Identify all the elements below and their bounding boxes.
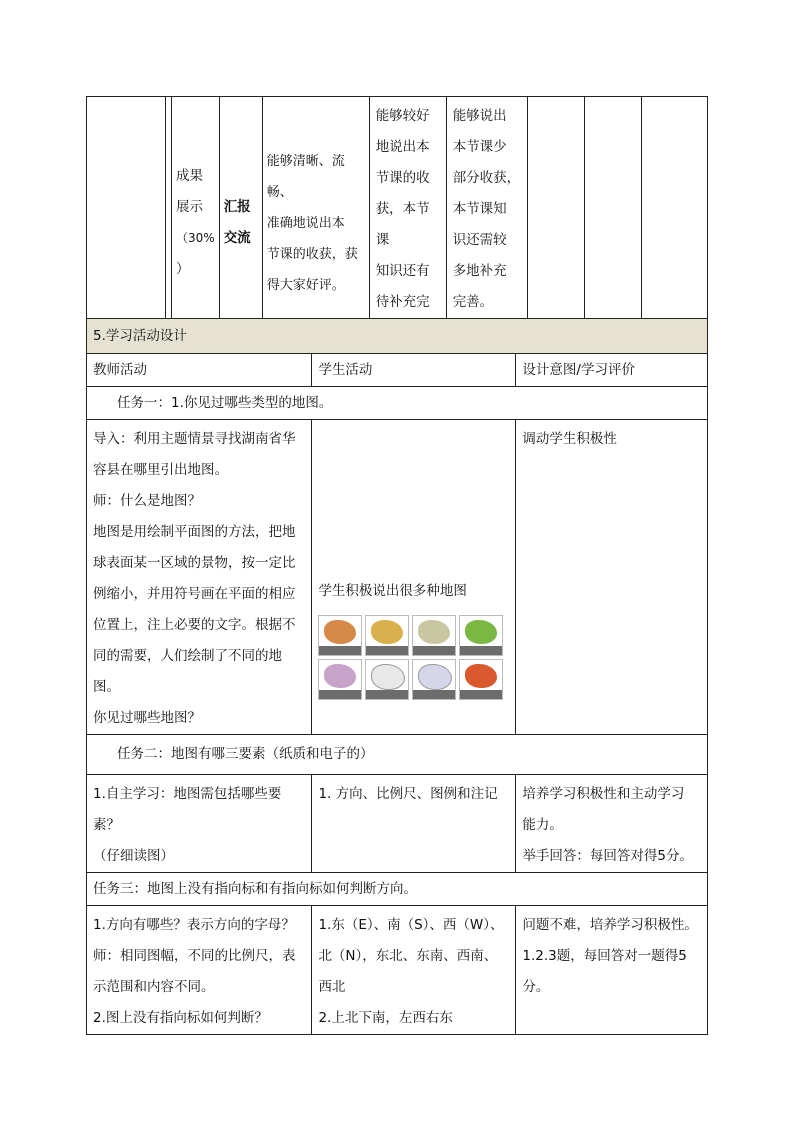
teacher-line: 师：相同图幅，不同的比例尺，表 <box>93 948 296 964</box>
level-b-line: 待补充完 <box>375 294 430 310</box>
student-line: 学生积极说出很多种地图 <box>318 583 467 599</box>
task3-intent-cell <box>516 906 708 1035</box>
intent-line: 问题不难，培养学习积极性。 <box>522 917 698 933</box>
level-c-line: 多地补充 <box>452 263 507 279</box>
task1-intent-cell <box>516 420 708 735</box>
task1-title: 任务一：1.你见过哪些类型的地图。 <box>87 387 708 420</box>
intent-line: 能力。 <box>522 817 563 833</box>
level-a-line: 节课的收获，获 <box>266 246 358 262</box>
level-c-line: 部分收获， <box>452 170 521 186</box>
rubric-subitem-line: 交流 <box>223 230 251 246</box>
climate-map-icon <box>365 615 409 656</box>
header-teacher-activity: 教师活动 <box>87 354 312 387</box>
rubric-item-line: 成果 <box>176 168 203 184</box>
level-b-line: 地说出本 <box>375 139 430 155</box>
teacher-line: 位置上，注上必要的文字。根据不 <box>93 617 296 633</box>
teacher-line: 1.方向有哪些？表示方向的字母？ <box>93 917 295 933</box>
task2-intent-cell <box>516 775 708 873</box>
level-a-line: 得大家好评。 <box>266 277 345 293</box>
student-line: 1.东（E）、南（S）、西（W）、 <box>318 917 504 933</box>
rubric-empty-cell <box>527 97 584 350</box>
rubric-item-line: ） <box>176 261 190 277</box>
task3-title: 任务三：地图上没有指向标和有指向标如何判断方向。 <box>87 873 708 906</box>
rubric-empty-cell <box>641 97 707 350</box>
level-c-line: 能够说出 <box>452 108 507 124</box>
rubric-subitem-line: 汇报 <box>223 199 251 215</box>
task3-student-cell <box>312 906 516 1035</box>
traffic-map-icon <box>365 659 409 700</box>
student-line: 2.上北下南，左西右东 <box>318 1010 453 1026</box>
task2-student-cell <box>312 775 516 873</box>
level-b-line: 获，本节课 <box>375 201 430 248</box>
intent-line: 举手回答：每回答对得5分。 <box>522 848 693 864</box>
student-line: 北（N），东北、东南、西南、 <box>318 948 498 964</box>
intent-line: 分。 <box>522 979 550 995</box>
rubric-level-b-cell <box>369 97 446 350</box>
political-map-icon <box>318 659 362 700</box>
vegetation-map-icon <box>459 615 503 656</box>
teacher-line: 2.图上没有指向标如何判断？ <box>93 1010 268 1026</box>
task1-teacher-cell <box>87 420 312 735</box>
task3-teacher-cell <box>87 906 312 1035</box>
rubric-level-a-cell <box>262 97 369 350</box>
rubric-empty-cell <box>584 97 641 350</box>
evaluation-rubric-table <box>86 96 708 350</box>
task2-teacher-cell <box>87 775 312 873</box>
level-a-line: 准确地说出本 <box>266 215 345 231</box>
teacher-line: 例缩小，并用符号画在平面的相应 <box>93 586 296 602</box>
rubric-item-line: 展示 <box>176 199 203 215</box>
level-a-line: 能够清晰、流畅、 <box>266 153 345 200</box>
industry-map-icon <box>412 659 456 700</box>
rubric-level-c-cell <box>446 97 527 350</box>
student-line: 西北 <box>318 979 346 995</box>
level-b-line: 知识还有 <box>375 263 430 279</box>
rubric-item-line: （30% <box>176 231 215 245</box>
population-map-icon <box>459 659 503 700</box>
teacher-line: 1.自主学习：地图需包括哪些要素？ <box>93 786 282 833</box>
level-b-line: 能够较好 <box>375 108 430 124</box>
level-c-line: 识还需较 <box>452 232 507 248</box>
teacher-line: 容县在哪里引出地图。 <box>93 462 228 478</box>
level-b-line: 节课的收 <box>375 170 430 186</box>
level-c-line: 本节课知 <box>452 201 507 217</box>
section-title: 5.学习活动设计 <box>87 319 708 354</box>
level-c-line: 完善。 <box>452 294 494 310</box>
intent-line: 调动学生积极性 <box>522 431 617 447</box>
rubric-item-cell <box>172 97 220 350</box>
teacher-line: 师：什么是地图？ <box>93 493 201 509</box>
map-thumbnails <box>318 615 509 700</box>
teacher-line: 球表面某一区域的景物，按一定比 <box>93 555 296 571</box>
terrain-map-icon <box>318 615 362 656</box>
teacher-line: （仔细读图） <box>93 848 174 864</box>
task1-student-cell <box>312 420 516 735</box>
task2-title: 任务二：地图有哪三要素（纸质和电子的） <box>87 735 708 775</box>
teacher-line: 导入：利用主题情景寻找湖南省华 <box>93 431 296 447</box>
intent-line: 培养学习积极性和主动学习 <box>522 786 685 802</box>
teacher-line: 地图是用绘制平面图的方法，把地 <box>93 524 296 540</box>
teacher-line: 你见过哪些地图？ <box>93 710 201 726</box>
header-student-activity: 学生活动 <box>312 354 516 387</box>
rubric-blank-cell <box>87 97 166 350</box>
activity-design-table <box>86 318 708 1035</box>
teacher-line: 示范围和内容不同。 <box>93 979 215 995</box>
teacher-line: 同的需要，人们绘制了不同的地图。 <box>93 648 282 695</box>
hydrology-map-icon <box>412 615 456 656</box>
header-design-intent: 设计意图/学习评价 <box>516 354 708 387</box>
student-line: 1. 方向、比例尺、图例和注记 <box>318 786 498 802</box>
rubric-subitem-cell <box>219 97 262 350</box>
level-c-line: 本节课少 <box>452 139 507 155</box>
intent-line: 1.2.3题，每回答对一题得5 <box>522 948 687 964</box>
